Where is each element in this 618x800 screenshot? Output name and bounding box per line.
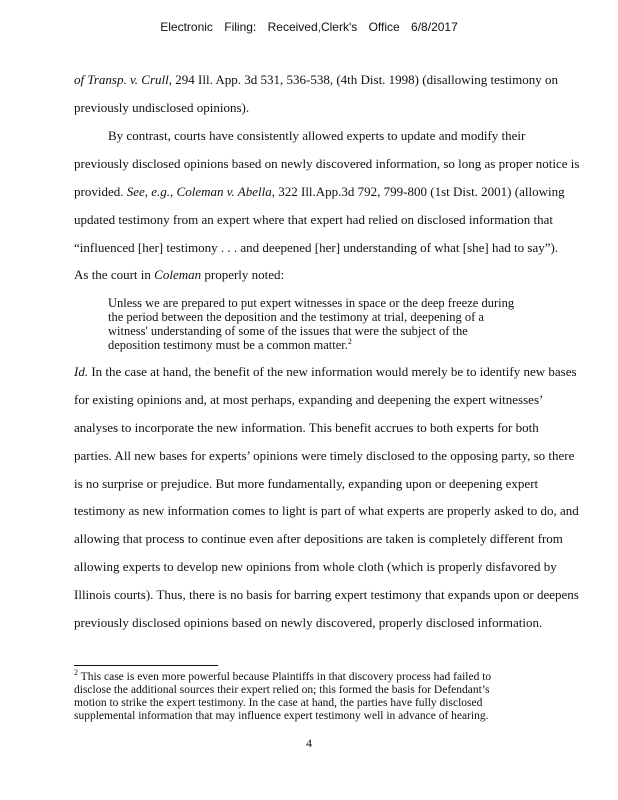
- body-line: [74, 420, 602, 436]
- body-line: [74, 240, 602, 256]
- line-text: analyses to incorporate the new information. This benefit accrues to both experts for both: [74, 420, 539, 435]
- footnote-number: 2: [74, 668, 78, 678]
- body-line: [74, 531, 602, 547]
- filing-header: Electronic Filing: Received,Clerk's Office 6/8/2017: [160, 20, 458, 34]
- body-line: [74, 156, 602, 172]
- body-line: [74, 100, 602, 116]
- body-line: [74, 72, 602, 88]
- footnote-text: This case is even more powerful because Plaintiffs in that discovery process had failed to: [80, 671, 492, 683]
- body-line: [74, 615, 602, 631]
- line-text: testimony as new information comes to light is part of what experts are properly asked to do, and: [74, 503, 579, 518]
- line-text: ,: [170, 184, 177, 199]
- line-text: Illinois courts). Thus, there is no basis for barring expert testimony that expands upon or deepens: [74, 587, 579, 602]
- line-text: for existing opinions and, at most perhaps, expanding and deepening the expert witnesses’: [74, 392, 544, 407]
- line-text: , 322 Ill.App.3d 792, 799-800 (1st Dist. 2001) (allowing: [271, 184, 565, 199]
- line-text: previously undisclosed opinions).: [74, 100, 250, 115]
- body-line: [74, 267, 602, 283]
- footnote-marker: 2: [347, 336, 352, 346]
- body-line: [74, 448, 602, 464]
- line-text: previously disclosed opinions based on newly discovered, properly disclosed information.: [74, 615, 543, 630]
- case-cite: Coleman v. Abella: [176, 184, 272, 199]
- block-quote-line: the period between the deposition and the testimony at trial, deepening of a: [108, 310, 484, 324]
- body-line: [74, 184, 602, 200]
- line-text: allowing experts to develop new opinions from whole cloth (which is properly disfavored by: [74, 559, 557, 574]
- case-cite: of Transp. v. Crull: [74, 72, 169, 87]
- line-text: “influenced [her] testimony . . . and deepened [her] understanding of what [she] had to say”).: [74, 240, 559, 255]
- case-cite: Id.: [74, 364, 89, 379]
- block-quote-line: [108, 338, 538, 352]
- footnote-divider: [74, 665, 218, 666]
- body-line: [74, 364, 602, 380]
- body-line: [108, 128, 618, 144]
- line-text: properly noted:: [201, 267, 285, 282]
- body-line: [74, 587, 602, 603]
- line-text: updated testimony from an expert where that expert had relied on disclosed information that: [74, 212, 554, 227]
- case-cite: See, e.g.: [126, 184, 171, 199]
- body-line: [74, 476, 602, 492]
- line-text: As the court in: [74, 267, 155, 282]
- block-quote-line: witness' understanding of some of the issues that were the subject of the: [108, 324, 468, 338]
- line-text: parties. All new bases for experts’ opinions were timely disclosed to the opposing party, so there: [74, 448, 575, 463]
- line-text: previously disclosed opinions based on newly discovered information, so long as proper notice is: [74, 156, 580, 171]
- footnote-line: disclose the additional sources their expert relied on; this formed the basis for Defendant’s: [74, 684, 490, 696]
- quote-text: deposition testimony must be a common matter.: [108, 338, 348, 352]
- block-quote-line: Unless we are prepared to put expert witnesses in space or the deep freeze during: [108, 296, 515, 310]
- line-text: is no surprise or prejudice. But more fundamentally, expanding upon or deepening expert: [74, 476, 539, 491]
- footnote-line: supplemental information that may influence expert testimony well in advance of hearing.: [74, 710, 489, 722]
- line-text: By contrast, courts have consistently allowed experts to update and modify their: [108, 128, 526, 143]
- body-line: [74, 503, 602, 519]
- line-text: In the case at hand, the benefit of the new information would merely be to identify new bases: [88, 364, 577, 379]
- body-line: [74, 392, 602, 408]
- case-cite: Coleman: [154, 267, 202, 282]
- line-text: provided.: [74, 184, 127, 199]
- line-text: allowing that process to continue even after depositions are taken is completely different from: [74, 531, 563, 546]
- line-text: , 294 Ill. App. 3d 531, 536-538, (4th Dist. 1998) (disallowing testimony on: [168, 72, 559, 87]
- body-line: [74, 559, 602, 575]
- footnote-line: motion to strike the expert testimony. In the case at hand, the parties have fully disclosed: [74, 697, 483, 709]
- page-number: 4: [306, 736, 312, 750]
- body-line: [74, 212, 602, 228]
- footnote-line: [74, 668, 594, 684]
